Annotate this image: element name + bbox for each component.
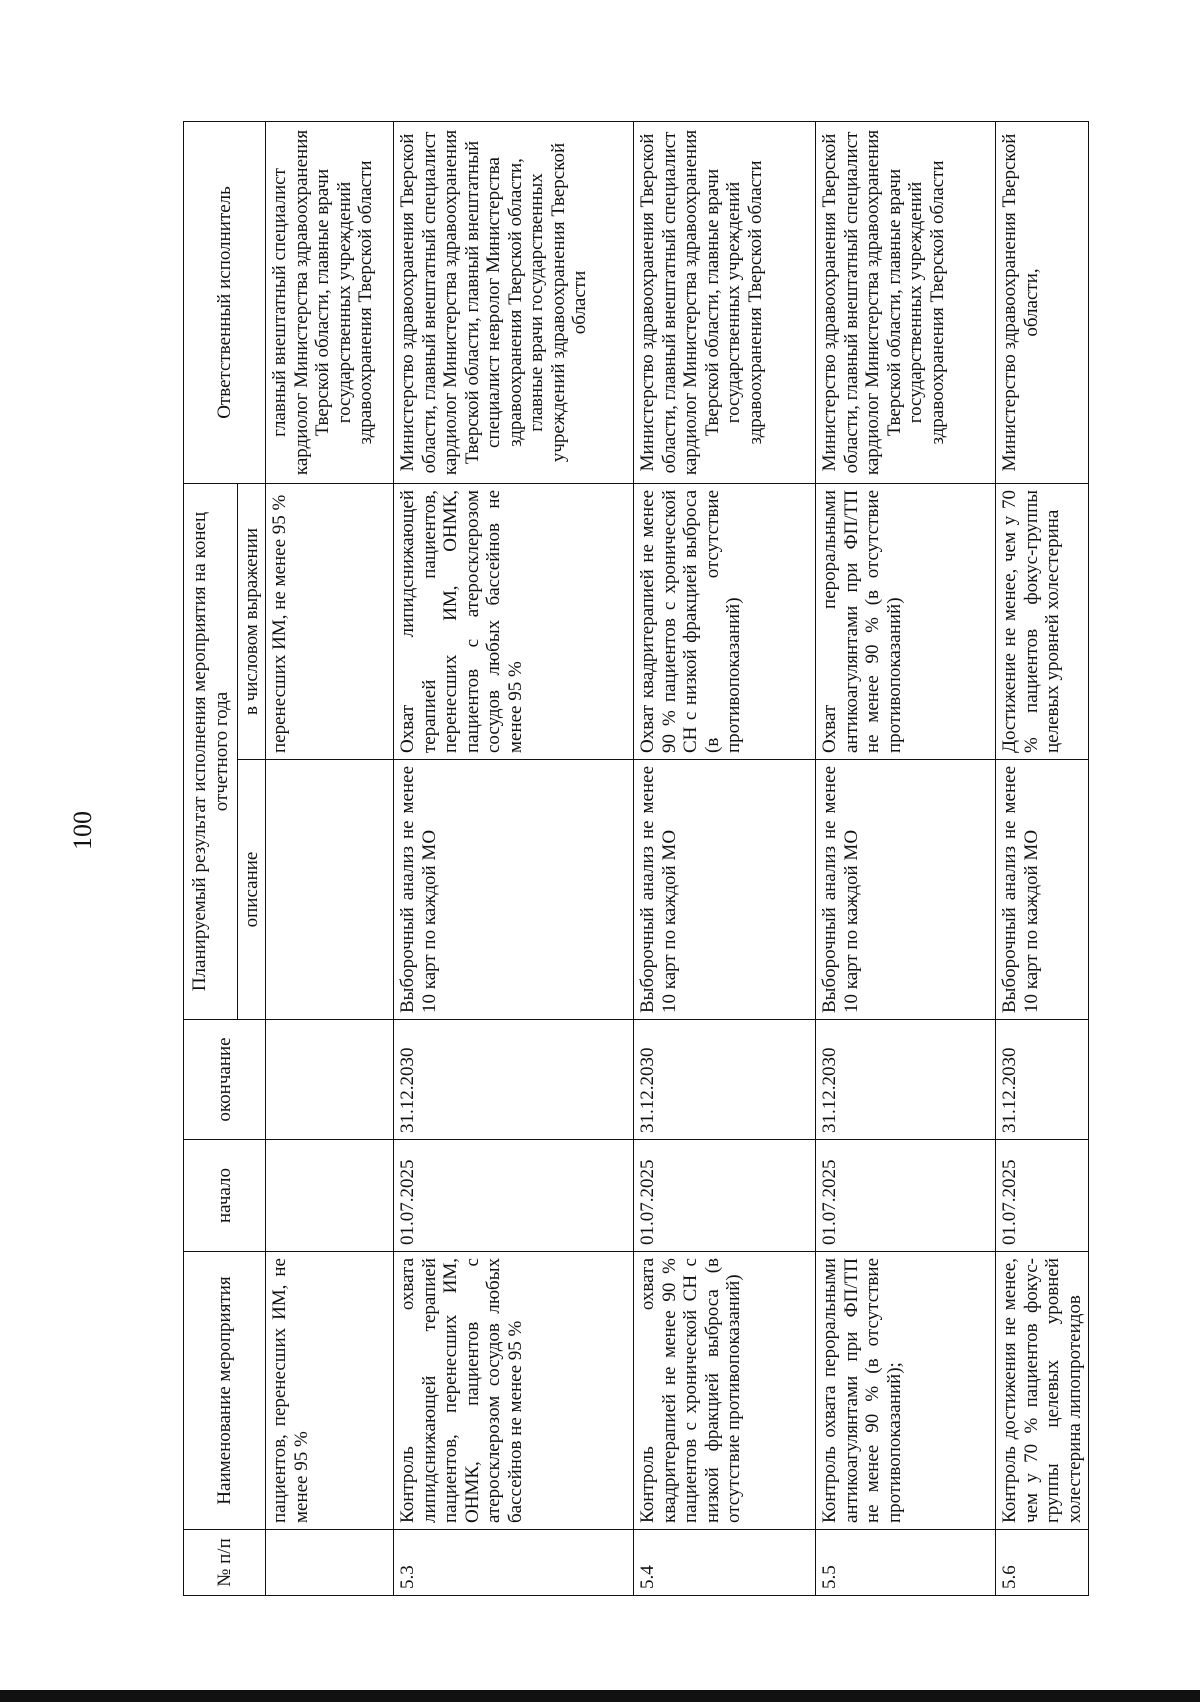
row-end: 31.12.2030 (634, 1020, 816, 1140)
row-start (266, 1140, 394, 1252)
row-name: пациентов, перенесших ИМ, не менее 95 % (266, 1252, 394, 1530)
row-responsible: Министерство здравоохранения Тверской области, главный внештатный специалист кардиолог Министерства здравоохранения Тверской области, главные врачи государственных учреждений здравоохранения Тверской области (816, 121, 996, 483)
row-start: 01.07.2025 (816, 1140, 996, 1252)
header-start: начало (184, 1140, 266, 1252)
header-num: № п/п (184, 1530, 266, 1596)
header-name: Наименование мероприятия (184, 1252, 266, 1530)
scan-bottom-edge (0, 1690, 1200, 1702)
row-responsible: Министерство здравоохранения Тверской области, главный внештатный специалист кардиолог Министерства здравоохранения Тверской области, главный внештатный специалист невролог Министерства здравоохранения Тверской области, главные врачи государственных учреждений здравоохранения Тверской области (394, 121, 634, 483)
row-description: Выборочный анализ не менее 10 карт по каждой МО (394, 760, 634, 1020)
row-numeric: перенесших ИМ, не менее 95 % (266, 483, 394, 759)
row-name: Контроль охвата пероральными антикоагулянтами при ФП/ТП не менее 90 % (в отсутствие противопоказаний); (816, 1252, 996, 1530)
header-end: окончание (184, 1020, 266, 1140)
row-description: Выборочный анализ не менее 10 карт по каждой МО (634, 760, 816, 1020)
row-start: 01.07.2025 (394, 1140, 634, 1252)
row-end (266, 1020, 394, 1140)
row-start: 01.07.2025 (996, 1140, 1089, 1252)
row-name: Контроль достижения не менее, чем у 70 % пациентов фокус-группы целевых уровней холестерина липопротеидов (996, 1252, 1089, 1530)
row-responsible: Министерство здравоохранения Тверской области, главный внештатный специалист кардиолог Министерства здравоохранения Тверской области, главные врачи государственных учреждений здравоохранения Тверской области (634, 121, 816, 483)
row-num: 5.6 (996, 1530, 1089, 1596)
measures-table (183, 121, 1089, 1596)
row-numeric: Охват липидснижающей терапией пациентов, перенесших ИМ, ОНМК, пациентов с атеросклерозом сосудов любых бассейнов не менее 95 % (394, 483, 634, 759)
row-description (266, 760, 394, 1020)
header-numeric: в числовом выражении (238, 483, 266, 759)
row-responsible: Министерство здравоохранения Тверской области, (996, 121, 1089, 483)
row-num (266, 1530, 394, 1596)
row-end: 31.12.2030 (394, 1020, 634, 1140)
row-description: Выборочный анализ не менее 10 карт по каждой МО (816, 760, 996, 1020)
row-numeric: Охват квадритерапией не менее 90 % пациентов с хронической СН с низкой фракцией выброса (в отсутствие противопоказаний) (634, 483, 816, 759)
header-description: описание (238, 760, 266, 1020)
header-result: Планируемый результат исполнения мероприятия на конец отчетного года (184, 483, 238, 1019)
row-start: 01.07.2025 (634, 1140, 816, 1252)
row-num: 5.4 (634, 1530, 816, 1596)
measures-table-sheet (183, 122, 1085, 1596)
row-responsible: главный внештатный специалист кардиолог Министерства здравоохранения Тверской области, главные врачи государственных учреждений здравоохранения Тверской области (266, 121, 394, 483)
row-end: 31.12.2030 (816, 1020, 996, 1140)
row-end: 31.12.2030 (996, 1020, 1089, 1140)
header-responsible: Ответственный исполнитель (184, 121, 266, 483)
row-num: 5.5 (816, 1530, 996, 1596)
table-row (266, 121, 394, 1595)
table-row (996, 121, 1089, 1595)
table-row (394, 121, 634, 1595)
table-row (816, 121, 996, 1595)
row-name: Контроль охвата липидснижающей терапией пациентов, перенесших ИМ, ОНМК, пациентов с атеросклерозом сосудов любых бассейнов не менее 95 % (394, 1252, 634, 1530)
table-row (634, 121, 816, 1595)
row-name: Контроль охвата квадритерапией не менее 90 % пациентов с хронической СН с низкой фракцией выброса (в отсутствие противопоказаний) (634, 1252, 816, 1530)
page-number: 100 (68, 811, 97, 850)
row-description: Выборочный анализ не менее 10 карт по каждой МО (996, 760, 1089, 1020)
row-numeric: Охват пероральными антикоагулянтами при ФП/ТП не менее 90 % (в отсутствие противопоказаний) (816, 483, 996, 759)
row-numeric: Достижение не менее, чем у 70 % пациентов фокус-группы целевых уровней холестерина (996, 483, 1089, 759)
row-num: 5.3 (394, 1530, 634, 1596)
